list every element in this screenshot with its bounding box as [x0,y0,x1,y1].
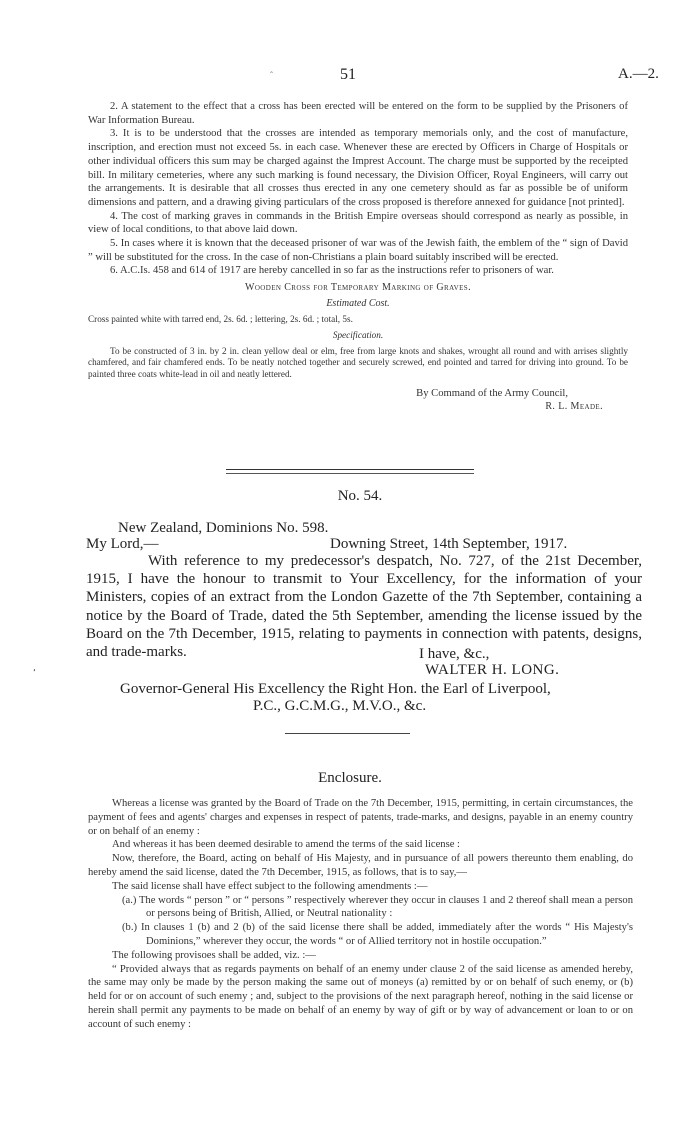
command-line: By Command of the Army Council, [416,387,568,399]
paragraph-6: 6. A.C.Is. 458 and 614 of 1917 are hereby cancelled in so far as the instructions refer to prisoners of war. [110,265,554,277]
enclosure-title: Enclosure. [318,770,382,786]
amendment-a: (a.) The words “ person ” or “ persons ” respectively wherever they occur in clauses 1 and 2 thereof shall mean a person or persons being of British, Allied, or Neutral nationality : [122,894,633,920]
margin-mark: ⸲ [33,662,36,672]
section-rule [285,733,410,734]
enclosure-whereas: Whereas a license was granted by the Board of Trade on the 7th December, 1915, permitting, in certain circumstances, the payment of fees and agents' charges and expenses in respect of patents, trade-marks, and designs, payable in an enemy country or on behalf of an enemy : [88,798,633,837]
page-number: 51 [340,66,356,83]
cross-heading: Wooden Cross for Temporary Marking of Graves. [245,282,471,294]
enclosure-body [88,797,633,1032]
addressee-line-1: Governor-General His Excellency the Right Hon. the Earl of Liverpool, [120,681,551,697]
proviso-text: “ Provided always that as regards payments on behalf of an enemy under clause 2 of the said license as amended hereby, the same may only be made by the person making the same out of moneys (a) remitted by or on behalf of such enemy, or (b) held for or on account of such enemy ; and, subject to the provisions of the next paragraph hereof, nothing in the said license or herein shall permit any payments to be made on behalf of an enemy by way of gift or by way of advancement or loan to or on account of such enemy : [88,963,633,1030]
estimated-cost-text: Cross painted white with tarred end, 2s. 6d. ; lettering, 2s. 6d. ; total, 5s. [88,313,353,324]
despatch-number: No. 54. [337,488,383,504]
dominions-line: New Zealand, Dominions No. 598. [118,520,329,536]
signature: WALTER H. LONG. [425,662,560,678]
signatory: R. L. Meade. [545,401,603,413]
double-rule-top [226,469,474,470]
closing: I have, &c., [419,646,490,662]
print-mark: ˆ [270,70,273,80]
despatch-body: With reference to my predecessor's despatch, No. 727, of the 21st December, 1915, I have the honour to transmit to Your Excellency, for the information of your Ministers, copies of an extract from the London Gazette of the 7th September, containing a notice by the Board of Trade, dated the 5th September, amending the license issued by the Board on the 7th December, 1915, relating to payments in connection with patents, designs, and trade-marks. [86,553,642,661]
specification-text: To be constructed of 3 in. by 2 in. clean yellow deal or elm, free from large knots and shakes, wrought all round and with arrises slightly chamfered, and fair chamfered ends. To be neatly notched together and securely screwed, end pointed and tarred for driving into ground. To be painted three coats white-lead in oil and neatly lettered. [88,345,628,379]
instructions-block [88,100,628,414]
place-date: Downing Street, 14th September, 1917. [330,536,568,552]
salutation: My Lord,— [86,536,159,552]
provisoes-intro: The following provisoes shall be added, viz. :— [112,949,316,961]
estimated-cost-label: Estimated Cost. [326,297,390,309]
page-reference: A.—2. [618,66,659,82]
paragraph-2: 2. A statement to the effect that a cross has been erected will be entered on the form to be supplied by the Prisoners of War Information Bureau. [88,101,628,126]
enclosure-amendments-intro: The said license shall have effect subject to the following amendments :— [112,880,428,892]
paragraph-3: 3. It is to be understood that the crosses are intended as temporary memorials only, and the cost of manufacture, inscription, and erection must not exceed 5s. in each case. Whenever these are erected by Officers in Charge of Hospitals or other individual officers this sum may be charged against the Imprest Account. The charge must be supported by the receipted bill. In military cemeteries, where any such marking is found necessary, the Division Officer, Royal Engineers, will carry out the arrangements. It is desirable that all crosses thus erected in any one cemetery should as far as possible be of uniform dimensions and pattern, and a drawing giving particulars of the cross proposed is therefore annexed for guidance [not printed]. [88,128,628,208]
addressee-line-2: P.C., G.C.M.G., M.V.O., &c. [253,698,427,714]
enclosure-and-whereas: And whereas it has been deemed desirable to amend the terms of the said license : [112,839,461,851]
double-rule-bottom [226,473,474,474]
specification-label: Specification. [332,330,384,341]
enclosure-now-therefore: Now, therefore, the Board, acting on behalf of His Majesty, and in pursuance of all powers thereunto them enabling, do hereby amend the said license, dated the 7th December, 1915, as follows, that is to say,— [88,853,633,878]
paragraph-4: 4. The cost of marking graves in commands in the British Empire overseas should correspond as nearly as possible, in view of local conditions, to that above laid down. [88,210,628,236]
amendment-b: (b.) In clauses 1 (b) and 2 (b) of the said license there shall be added, immediately after the words “ His Majesty's Dominions,” wherever they occur, the words “ or of Allied territory not in hostile occupation.” [122,922,633,947]
paragraph-5: 5. In cases where it is known that the deceased prisoner of war was of the Jewish faith, the emblem of the “ sign of David ” will be substituted for the cross. In the case of non-Christians a plain board suitably inscribed will be erected. [88,238,628,263]
